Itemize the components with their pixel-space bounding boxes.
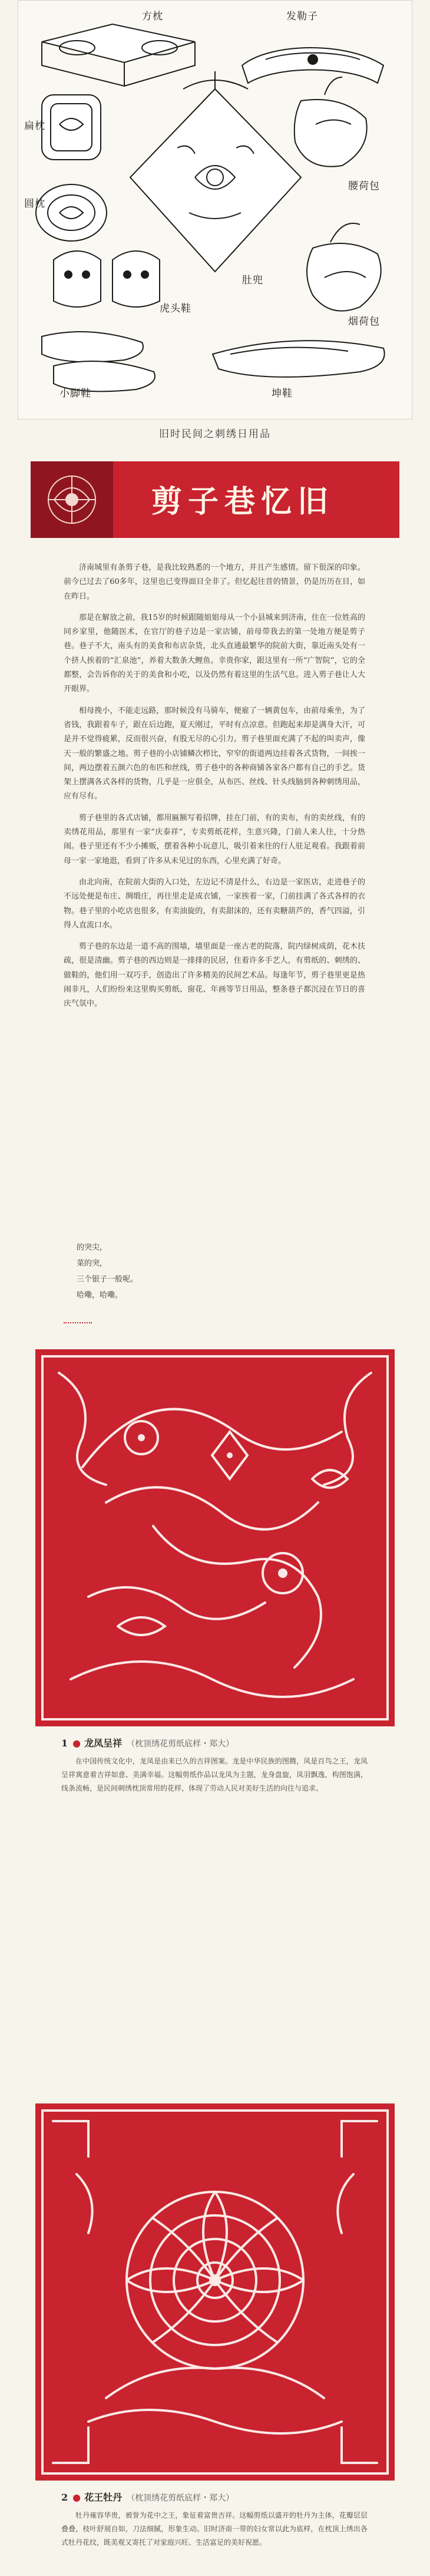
- verse-block: [77, 1240, 253, 1303]
- bullet-icon: ●: [72, 2492, 81, 2503]
- article-paragraph: 那是在解放之前，我15岁的时候跟随姐姐母从一个小县城来到济南，住在一位姓高的同乡家里，他随医术，在官厅的巷子边是一家店铺，前母带我去的第一处地方便是剪子巷。巷子不大，南头有的美食和布店杂货，北头直通最繁华的院前大街，靠近南头处有一个挤人挨着的“汇泉池”，养着大数条大鲤鱼。幸贵你家，跟这里有一所“广智院”，它的全都整，会告诉你的关于的美食和小吃，以及仍然有着这里的生活气息。进入剪子巷让人大开眼界。: [64, 613, 365, 694]
- label-small-foot-shoes: 小脚鞋: [59, 388, 91, 399]
- label-womens-shoes: 坤鞋: [272, 388, 293, 399]
- article-paragraph: 相母挽小，不能走远路，那时候没有马骑车，便雇了一辆黄包车，由前母乘坐，为了省钱，我跟着车子，跟在后边跑，夏天刚过，平时有点凉意。但跑起来却是满身大汗，可是并不觉得疲累，反而很兴奋，有股无尽的心引力。剪子巷里面充满了不起的叫卖声，像天一般的繁盛之地。剪子巷的小店铺鳞次栉比，窄窄的街道两边挂着各式货物，一间挨一间，两边摆着五颜六色的布匹和丝线，剪子巷中的各种商铺各家各户都有自己的手艺。货架上摆满各式各样的货物，几乎是一应俱全，从布匹、丝线、针头线脑到各种刺绣用品，应有尽有。: [64, 706, 365, 801]
- label-apron: 肚兜: [242, 275, 263, 286]
- figure-caption-title: [61, 2490, 234, 2504]
- peony-icon: [35, 2103, 395, 2481]
- papercut-motif-icon: [31, 461, 113, 538]
- article-paragraph: 剪子巷里的各式店铺，都用匾额写着招牌，挂在门前，有的卖布，有的卖丝线，有的卖绣花用品，那里有一家“庆泰祥”，专卖剪纸花样，生意兴隆，门前人来人往，十分热闹。巷子里还有不少小摊贩，摆着各种小玩意儿，吸引着来往的行人驻足观看。我跟着前母一家一家地逛，看到了许多从未见过的东西，心里充满了好奇。: [64, 813, 365, 866]
- figure-note: （枕顶绣花剪纸底样・郑大）: [127, 1739, 234, 1749]
- label-waist-purse: 腰荷包: [348, 180, 380, 192]
- article-paragraph: 济南城里有条剪子巷，是我比较熟悉的一个地方，并且产生感情。留下很深的印象。前今已过去了60多年，这里也已变得面目全非了。但忆起往昔的情景，仍是历历在目，如在昨日。: [64, 563, 365, 601]
- verse-line: 三个银子一般呢。: [77, 1275, 138, 1284]
- womens-shoes-icon: [213, 341, 385, 377]
- figure-number: 1: [61, 1738, 68, 1749]
- label-tobacco-purse: 烟荷包: [348, 316, 380, 328]
- verse-line: 哈嘞，哈嘞。: [77, 1291, 123, 1300]
- article-paragraph: 剪子巷的东边是一道不高的围墙，墙里面是一座古老的院落，院内绿树成荫，花木扶疏，很是清幽。剪子巷的西边则是一排排的民居，住着许多手艺人，有剪纸的、刺绣的、做鞋的，他们用一双巧手，创造出了许多精美的民间艺术品。每逢年节，剪子巷里更是热闹非凡，人们纷纷来这里购买剪纸、窗花、年画等节日用品，整条巷子都沉浸在节日的喜庆气氛中。: [64, 942, 365, 1009]
- article-title: 剪子巷忆旧: [151, 484, 335, 520]
- figure-description: 在中国传统文化中，龙凤是由来已久的吉祥图案。龙是中华民族的图腾，凤是百鸟之王，龙凤呈祥寓意着吉祥如意、美满幸福。这幅剪纸作品以龙凤为主题，龙身盘旋，凤羽飘逸，构图饱满，线条流畅，是民间刺绣枕顶常用的花样，体现了劳动人民对美好生活的向往与追求。: [61, 1757, 368, 1792]
- small-foot-shoes-icon: [42, 332, 155, 391]
- article-body: [64, 561, 365, 1019]
- figure-caption-title: [61, 1736, 234, 1749]
- label-square-pillow: 方枕: [142, 11, 163, 22]
- round-pillow-icon: [36, 184, 107, 241]
- embroidery-illustration: [18, 0, 412, 420]
- label-round-pillow: 圆枕: [24, 198, 45, 210]
- title-banner: [31, 461, 399, 538]
- flat-pillow-icon: [42, 95, 101, 160]
- tiger-head-shoes-icon: [54, 251, 160, 307]
- verse-line: 的突尖，: [77, 1243, 108, 1252]
- illustration-caption: 旧时民间之刺绣日用品: [159, 428, 271, 440]
- tobacco-purse-icon: [307, 223, 381, 311]
- label-tiger-head-shoes: 虎头鞋: [160, 303, 191, 315]
- square-pillow-icon: [42, 24, 195, 86]
- apron-icon: [130, 71, 301, 272]
- figure-note: （枕顶绣花剪纸底样・郑大）: [127, 2494, 234, 2503]
- waist-purse-icon: [295, 77, 367, 167]
- verse-line: 菜的突，: [77, 1259, 108, 1268]
- figure-name: 花王牡丹: [84, 2492, 123, 2503]
- bullet-icon: ●: [72, 1738, 81, 1749]
- dragon-phoenix-icon: [35, 1349, 395, 1726]
- papercut-dragon-phoenix: [35, 1349, 395, 1726]
- headband-icon: [242, 48, 383, 83]
- figure-number: 2: [61, 2492, 68, 2503]
- label-headband: 发勒子: [286, 11, 318, 22]
- papercut-peony: [35, 2103, 395, 2481]
- figure-description: 牡丹雍容华贵，被誉为花中之王，象征着富贵吉祥。这幅剪纸以盛开的牡丹为主体，花瓣层层叠叠，枝叶舒展自如，刀法细腻，形象生动。旧时济南一带的妇女常以此为底样，在枕顶上绣出各式牡丹花纹，既美观又寄托了对家庭兴旺、生活富足的美好祝愿。: [61, 2511, 368, 2547]
- figure-name: 龙凤呈祥: [84, 1738, 123, 1749]
- article-paragraph: 由北向南，在院前大街的入口处，左边记不清是什么，右边是一家医店，走进巷子的不远处便是布庄、绸缎庄，再往里走是成衣铺，一家挨着一家，门前挂满了各式各样的衣物。巷子里的小吃店也很多，有卖油旋的，有卖甜沫的，还有卖糖葫芦的，香气四溢，引得人直流口水。: [64, 877, 365, 930]
- section-end-divider: [64, 1322, 92, 1325]
- embroidery-items-drawing: [18, 1, 412, 419]
- label-flat-pillow: 扁枕: [24, 120, 45, 132]
